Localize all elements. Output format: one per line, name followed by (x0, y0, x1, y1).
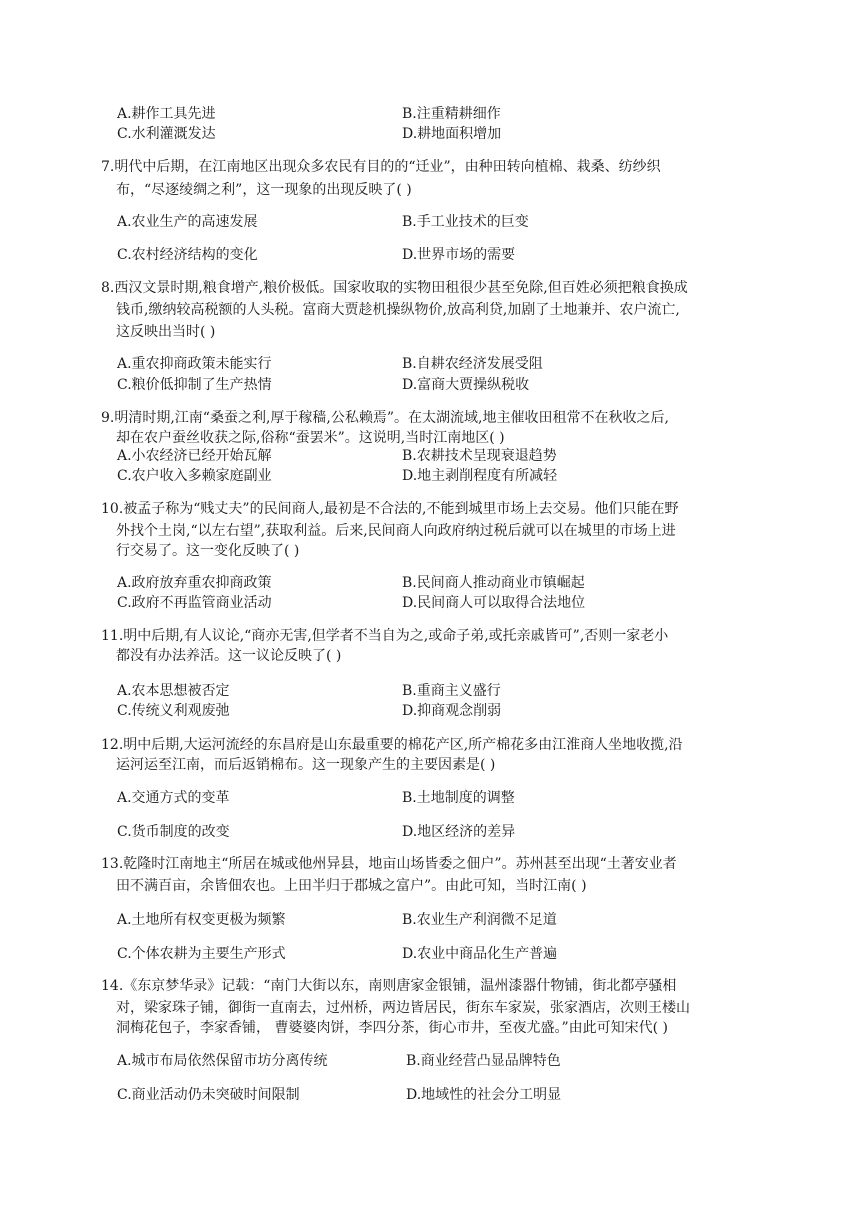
q11-option-a: A.农本思想被否定 (117, 683, 230, 699)
q12-option-d: D.地区经济的差异 (402, 824, 516, 840)
q9-option-a: A.小农经济已经开始瓦解 (117, 448, 272, 464)
q9-option-c: C.农户收入多赖家庭副业 (117, 468, 272, 484)
q7-option-c: C.农村经济结构的变化 (117, 247, 258, 263)
q8-option-d: D.富商大贾操纵税收 (402, 377, 530, 393)
q10-option-d: D.民间商人可以取得合法地位 (402, 595, 586, 611)
q14-stem-line-3: 洞梅花包子，李家香铺， 曹婆婆肉饼，李四分茶，街心市井，至夜尤盛。”由此可知宋代( ) (116, 1020, 668, 1036)
q6-option-d: D.耕地面积增加 (402, 126, 502, 142)
q14-stem-line-2: 对，梁家珠子铺，御街一直南去，过州桥，两边皆居民，街东车家炭，张家酒店，次则王楼山 (116, 1000, 690, 1016)
q11-option-b: B.重商主义盛行 (402, 683, 501, 699)
q10-stem-line-3: 行交易了。这一变化反映了( ) (116, 543, 300, 559)
q13-option-d: D.农业中商品化生产普遍 (402, 946, 558, 962)
q13-option-b: B.农业生产利润微不足道 (402, 912, 557, 928)
q8-stem-line-2: 钱币,缴纳较高税额的人头税。富商大贾趁机操纵物价,放高利贷,加剧了土地兼并、农户流亡, (116, 302, 680, 318)
q8-option-c: C.粮价低抑制了生产热情 (117, 377, 272, 393)
q9-option-b: B.农耕技术呈现衰退趋势 (402, 448, 557, 464)
q12-option-c: C.货币制度的改变 (117, 824, 230, 840)
q13-stem-line-1: 13.乾隆时江南地主“所居在城或他州异县，地亩山场皆委之佃户”。苏州甚至出现“土著安业者 (101, 856, 677, 872)
q10-option-c: C.政府不再监管商业活动 (117, 595, 272, 611)
q6-option-a: A.耕作工具先进 (117, 106, 216, 122)
q11-option-d: D.抑商观念削弱 (402, 703, 502, 719)
q14-option-a: A.城市布局依然保留市坊分离传统 (117, 1053, 328, 1069)
q6-option-b: B.注重精耕细作 (402, 106, 501, 122)
q12-stem-line-1: 12.明中后期,大运河流经的东昌府是山东最重要的棉花产区,所产棉花多由江淮商人坐地收揽,沿 (101, 737, 683, 753)
q10-stem-line-1: 10.被孟子称为“贱丈夫”的民间商人,最初是不合法的,不能到城里市场上去交易。他们只能在野 (101, 501, 679, 517)
q14-option-c: C.商业活动仍未突破时间限制 (117, 1087, 300, 1103)
q14-option-d: D.地域性的社会分工明显 (406, 1087, 562, 1103)
q11-stem-line-2: 都没有办法养活。这一议论反映了( ) (116, 648, 342, 664)
q13-option-c: C.个体农耕为主要生产形式 (117, 946, 286, 962)
q8-option-a: A.重农抑商政策未能实行 (117, 356, 272, 372)
q12-option-a: A.交通方式的变革 (117, 790, 230, 806)
q7-stem-line-2: 布，“尽逐绫绸之利”，这一现象的出现反映了( ) (116, 182, 412, 198)
q9-option-d: D.地主剥削程度有所减轻 (402, 468, 558, 484)
q12-option-b: B.土地制度的调整 (402, 790, 515, 806)
q12-stem-line-2: 运河运至江南，而后返销棉布。这一现象产生的主要因素是( ) (116, 757, 496, 773)
q7-option-a: A.农业生产的高速发展 (117, 214, 258, 230)
q7-option-d: D.世界市场的需要 (402, 247, 516, 263)
q14-option-b: B.商业经营凸显品牌特色 (406, 1053, 561, 1069)
q8-stem-line-1: 8.西汉文景时期,粮食增产,粮价极低。国家收取的实物田租很少甚至免除,但百姓必须把粮食换成 (101, 280, 688, 296)
q9-stem-line-1: 9.明清时期,江南“桑蚕之利,厚于稼穑,公私赖焉”。在太湖流域,地主催收田租常不在秋收之后, (101, 410, 669, 426)
q8-option-b: B.自耕农经济发展受阻 (402, 356, 543, 372)
q10-option-b: B.民间商人推动商业市镇崛起 (402, 575, 585, 591)
q11-option-c: C.传统义利观废弛 (117, 703, 230, 719)
q13-option-a: A.土地所有权变更极为频繁 (117, 912, 286, 928)
q11-stem-line-1: 11.明中后期,有人议论,“商亦无害,但学者不当自为之,或命子弟,或托亲戚皆可”,否则一家老小 (101, 628, 669, 644)
q9-stem-line-2: 却在农户蚕丝收获之际,俗称“蚕罢米”。这说明,当时江南地区( ) (116, 430, 505, 446)
q6-option-c: C.水利灌溉发达 (117, 126, 216, 142)
q10-stem-line-2: 外找个土岗,“以左右望”,获取利益。后来,民间商人向政府纳过税后就可以在城里的市场上进 (116, 523, 676, 539)
q13-stem-line-2: 田不满百亩，余皆佃农也。上田半归于郡城之富户”。由此可知，当时江南( ) (116, 878, 587, 894)
q10-option-a: A.政府放弃重农抑商政策 (117, 575, 272, 591)
q7-option-b: B.手工业技术的巨变 (402, 214, 529, 230)
q8-stem-line-3: 这反映出当时( ) (116, 324, 216, 340)
q7-stem-line-1: 7.明代中后期，在江南地区出现众多农民有目的的“迁业”，由种田转向植棉、栽桑、纺纱织 (101, 159, 661, 175)
q14-stem-line-1: 14.《东京梦华录》记载：“南门大街以东，南则唐家金银铺，温州漆器什物铺，街北都亭骚相 (101, 978, 677, 994)
